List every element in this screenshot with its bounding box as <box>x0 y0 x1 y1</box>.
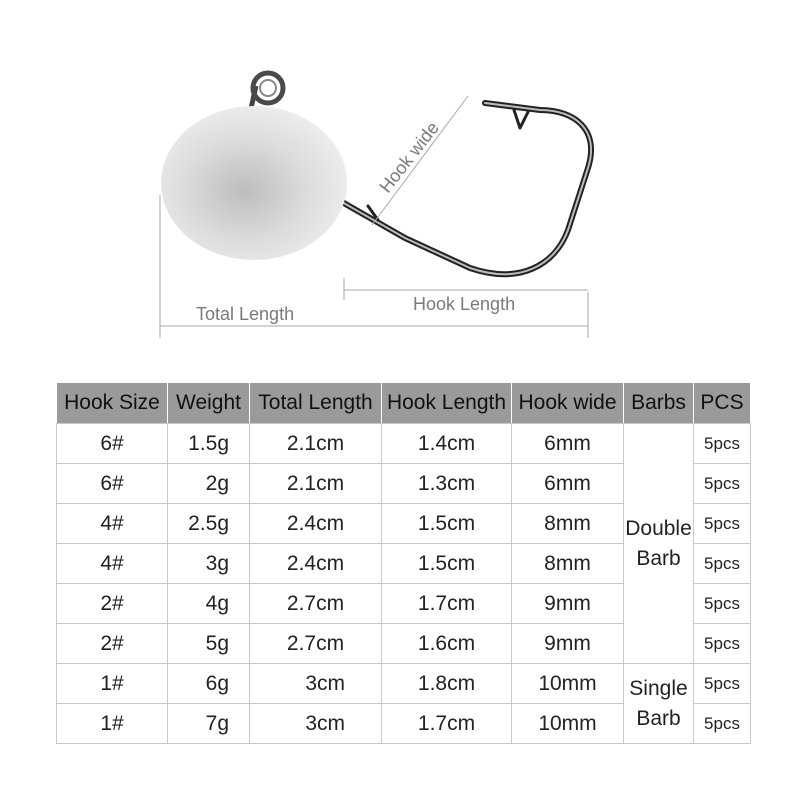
cell-pcs: 5pcs <box>694 584 751 624</box>
cell-hook-length: 1.7cm <box>382 584 512 624</box>
cell-weight: 7g <box>168 704 250 744</box>
header-total-length: Total Length <box>250 383 382 424</box>
cell-pcs: 5pcs <box>694 424 751 464</box>
cell-hook-length: 1.8cm <box>382 664 512 704</box>
cell-hook-size: 1# <box>57 664 168 704</box>
cell-hook-length: 1.5cm <box>382 544 512 584</box>
cell-total-length: 2.1cm <box>250 424 382 464</box>
cell-hook-length: 1.5cm <box>382 504 512 544</box>
cell-hook-size: 2# <box>57 624 168 664</box>
total-length-label: Total Length <box>196 304 295 324</box>
table-row <box>57 424 751 464</box>
cell-hook-size: 4# <box>57 504 168 544</box>
cell-pcs: 5pcs <box>694 704 751 744</box>
cell-hook-wide: 6mm <box>512 464 624 504</box>
cell-hook-length: 1.4cm <box>382 424 512 464</box>
cell-hook-length: 1.6cm <box>382 624 512 664</box>
spec-table <box>56 382 751 744</box>
jig-head-hook-diagram <box>0 0 800 360</box>
hook-length-label: Hook Length <box>413 294 516 314</box>
barbs-single-line2: Barb <box>636 706 681 730</box>
header-hook-wide: Hook wide <box>512 383 624 424</box>
cell-weight: 5g <box>168 624 250 664</box>
cell-hook-size: 4# <box>57 544 168 584</box>
table-header-row <box>57 383 751 424</box>
cell-pcs: 5pcs <box>694 624 751 664</box>
header-weight: Weight <box>168 383 250 424</box>
cell-total-length: 2.4cm <box>250 544 382 584</box>
header-hook-length: Hook Length <box>382 383 512 424</box>
cell-hook-size: 6# <box>57 424 168 464</box>
cell-weight: 1.5g <box>168 424 250 464</box>
cell-hook-wide: 8mm <box>512 544 624 584</box>
cell-weight: 3g <box>168 544 250 584</box>
cell-weight: 4g <box>168 584 250 624</box>
jig-head <box>161 106 347 260</box>
cell-barbs-single <box>624 664 694 744</box>
cell-hook-wide: 8mm <box>512 504 624 544</box>
cell-barbs-double <box>624 424 694 664</box>
hook-shank <box>335 103 591 274</box>
cell-total-length: 2.7cm <box>250 624 382 664</box>
cell-hook-length: 1.3cm <box>382 464 512 504</box>
cell-total-length: 2.7cm <box>250 584 382 624</box>
cell-hook-wide: 10mm <box>512 704 624 744</box>
cell-pcs: 5pcs <box>694 664 751 704</box>
barbs-double-line1: Double <box>625 516 692 540</box>
cell-pcs: 5pcs <box>694 544 751 584</box>
cell-hook-length: 1.7cm <box>382 704 512 744</box>
cell-weight: 6g <box>168 664 250 704</box>
header-pcs: PCS <box>694 383 751 424</box>
cell-hook-size: 1# <box>57 704 168 744</box>
barbs-double-line2: Barb <box>636 546 681 570</box>
cell-weight: 2g <box>168 464 250 504</box>
cell-hook-size: 6# <box>57 464 168 504</box>
cell-total-length: 3cm <box>250 664 382 704</box>
cell-hook-wide: 9mm <box>512 624 624 664</box>
cell-total-length: 2.1cm <box>250 464 382 504</box>
cell-hook-wide: 9mm <box>512 584 624 624</box>
hook-wide-label: Hook wide <box>375 117 443 197</box>
cell-total-length: 2.4cm <box>250 504 382 544</box>
header-barbs: Barbs <box>624 383 694 424</box>
cell-total-length: 3cm <box>250 704 382 744</box>
hook-wide-dimension <box>372 96 468 225</box>
cell-hook-wide: 6mm <box>512 424 624 464</box>
cell-hook-size: 2# <box>57 584 168 624</box>
cell-hook-wide: 10mm <box>512 664 624 704</box>
header-hook-size: Hook Size <box>57 383 168 424</box>
cell-weight: 2.5g <box>168 504 250 544</box>
barbs-single-line1: Single <box>629 676 688 700</box>
cell-pcs: 5pcs <box>694 464 751 504</box>
table-row <box>57 664 751 704</box>
cell-pcs: 5pcs <box>694 504 751 544</box>
